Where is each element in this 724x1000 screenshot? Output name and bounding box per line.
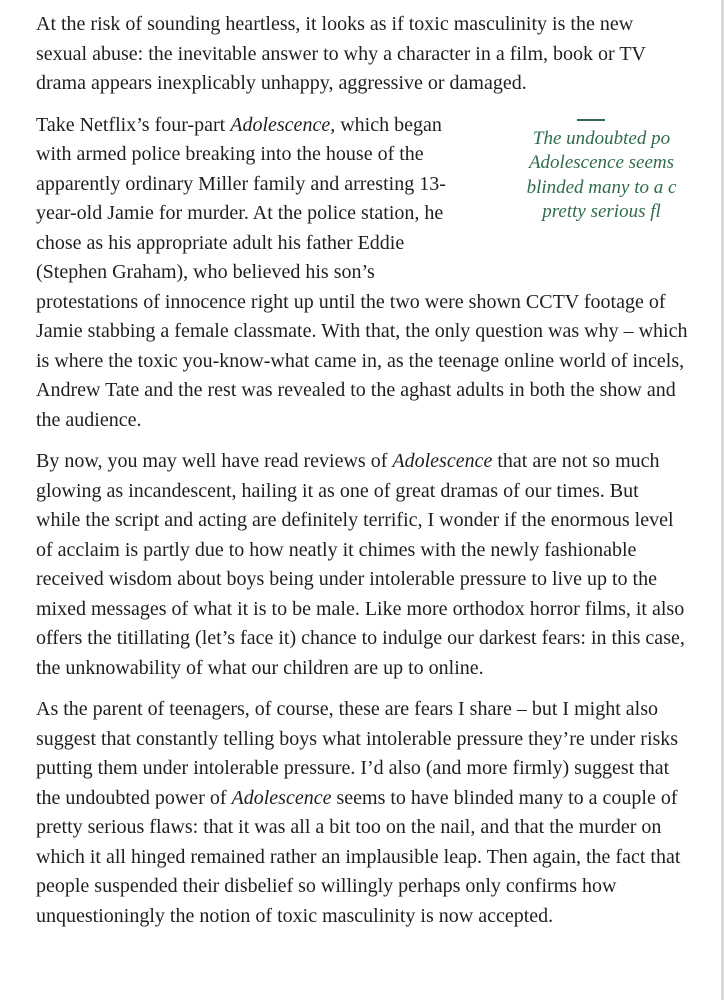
pull-quote-line: The undoubted po bbox=[532, 127, 671, 149]
paragraph-2-text-after: , which began with armed police breaking into the house of the apparently ordinary Miller family and arresting 13-year-old Jamie for murder. At the police station, he chose as his appropriate adult his father Eddie (Stephen Graham), who believed his son’s protestations of innocence right up until the two were shown CCTV footage of Jamie stabbing a female classmate. With that, the only question was why – which is where the toxic you-know-what came in, as the teenage online world of incels, Andrew Tate and the rest was revealed to the aghast adults in both the show and the audience. bbox=[36, 113, 688, 431]
pull-quote-line: blinded many to a c bbox=[526, 176, 677, 198]
pull-quote-line: Adolescence seems bbox=[528, 152, 675, 173]
pull-quote-line: pretty serious fl bbox=[542, 201, 661, 222]
show-title: Adolescence bbox=[231, 786, 332, 809]
paragraph-4 bbox=[36, 695, 688, 931]
paragraph-2-text-before: Take Netflix’s four-part bbox=[36, 113, 231, 136]
paragraph-3-text-after: that are not so much glowing as incandescent, hailing it as one of great dramas of our times. But while the script and acting are definitely terrific, I wonder if the enormous level of acclaim is partly due to how neatly it chimes with the newly fashionable received wisdom about boys being under intolerable pressure to live up to the mixed messages of what it is to be male. Like more orthodox horror films, it also offers the titillating (let’s face it) chance to indulge our darkest fears: in this case, the unknowability of what our children are up to online. bbox=[36, 450, 685, 679]
article-body bbox=[36, 10, 688, 943]
show-title: Adolescence bbox=[392, 450, 493, 472]
pull-quote-rule bbox=[577, 119, 605, 121]
paragraph-1: At the risk of sounding heartless, it looks as if toxic masculinity is the new sexual abuse: the inevitable answer to why a character in a film, book or TV drama appears inexplicably unhappy, aggressive or damaged. bbox=[36, 13, 646, 94]
paragraph-3-text-before: By now, you may well have read reviews of bbox=[36, 450, 393, 472]
paragraph-3 bbox=[36, 447, 688, 683]
pull-quote bbox=[479, 119, 724, 269]
show-title: Adolescence bbox=[230, 113, 331, 136]
paragraph-2 bbox=[36, 111, 688, 436]
paragraph-4-text-after: seems to have blinded many to a couple of pretty serious flaws: that it was all a bit too on the nail, and that the murder on which it all hinged remained rather an implausible leap. Then again, the fact that people suspended their disbelief so willingly perhaps only confirms how unquestioningly the notion of toxic masculinity is now accepted. bbox=[36, 786, 681, 927]
paragraph-4-text-before: As the parent of teenagers, of course, these are fears I share – but I might also suggest that constantly telling boys what intolerable pressure they’re under risks putting them under intolerable pressure. I’d also (and more firmly) suggest that the undoubted power of bbox=[36, 698, 679, 809]
